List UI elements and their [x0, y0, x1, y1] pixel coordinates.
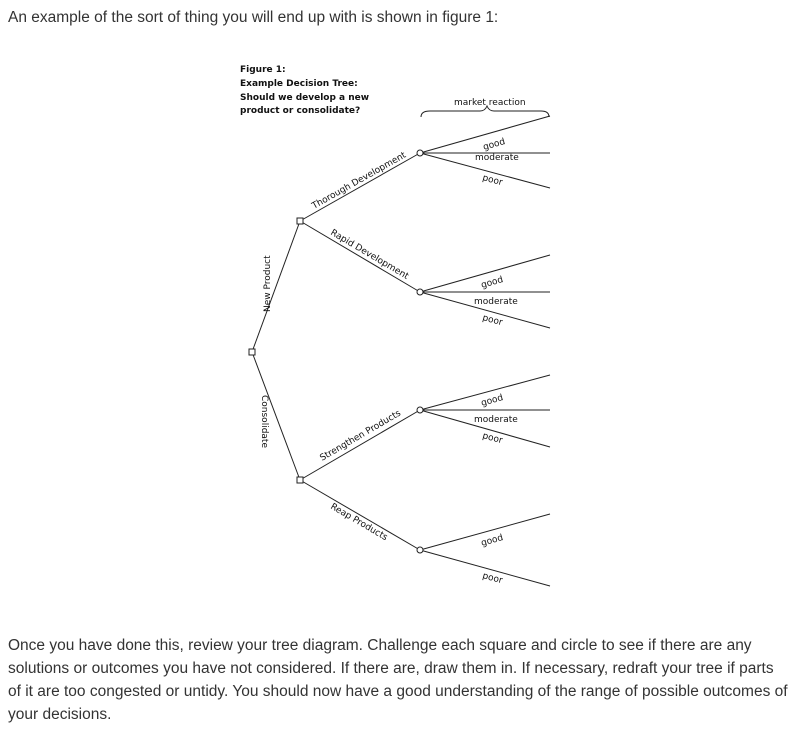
figure-caption-line-4: product or consolidate? [240, 106, 361, 116]
reap-products-label: Reap Products [328, 501, 390, 544]
thorough-chance-circle [417, 150, 423, 156]
reap-chance-circle [417, 547, 423, 553]
outcome-label-good: good [480, 533, 505, 549]
consolidate-decision-square [297, 477, 303, 483]
branch-reap-products [300, 480, 420, 550]
consolidate-label: Consolidate [259, 395, 269, 448]
thorough-development-label: Thorough Development [310, 150, 408, 212]
outcome-label-moderate: moderate [474, 297, 518, 307]
rapid-chance-circle [417, 289, 423, 295]
outro-paragraph: Once you have done this, review your tree diagram. Challenge each square and circle to see if there are any solutions or outcomes you have not considered. If there are, draw them in. If necessary, redraft your tree if parts of it are too congested or untidy. You should now have a good understanding of the range of possible outcomes of your decisions. [8, 637, 788, 723]
outcome-label-poor: poor [481, 313, 504, 329]
branch-strengthen-products [300, 410, 420, 480]
strengthen-chance-circle [417, 407, 423, 413]
outcome-label-poor: poor [481, 571, 504, 587]
new-product-label: New Product [263, 255, 273, 312]
outcome-label-moderate: moderate [474, 415, 518, 425]
outcome-label-poor: poor [481, 173, 504, 189]
branch-thorough-development [300, 153, 420, 221]
strengthen-products-label: Strengthen Products [318, 408, 403, 464]
outcome-label-moderate: moderate [475, 153, 519, 163]
figure-caption-line-1: Figure 1: [240, 65, 286, 75]
root-decision-square [249, 349, 255, 355]
outcome-label-poor: poor [481, 431, 504, 447]
figure-caption-line-3: Should we develop a new [240, 93, 370, 103]
branch-new-product [252, 221, 300, 352]
outcome-label-good: good [482, 137, 507, 153]
market-reaction-label: market reaction [454, 98, 526, 108]
outcome-label-good: good [480, 275, 505, 291]
new-product-decision-square [297, 218, 303, 224]
outcome-label-good: good [480, 393, 505, 409]
figure-caption-line-2: Example Decision Tree: [240, 79, 358, 89]
branch-rapid-development [300, 221, 420, 292]
rapid-development-label: Rapid Development [328, 227, 411, 282]
intro-paragraph: An example of the sort of thing you will end up with is shown in figure 1: [8, 9, 499, 26]
